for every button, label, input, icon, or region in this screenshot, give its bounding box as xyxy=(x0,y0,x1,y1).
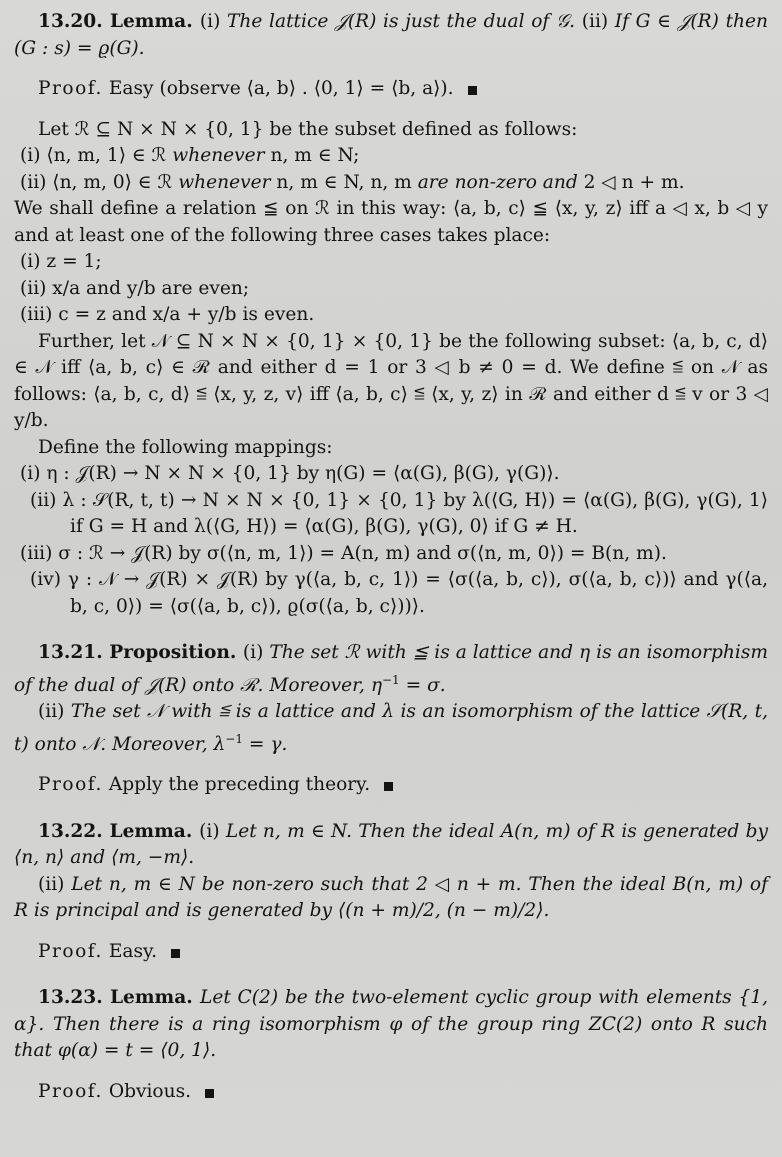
proposition-13-21-proof xyxy=(14,772,768,799)
lemma-13-23-proof xyxy=(14,1079,768,1106)
text-run: Obvious. xyxy=(102,1080,192,1102)
proposition-13-21-i xyxy=(14,640,768,699)
relation-case-ii xyxy=(14,276,768,303)
italic-text: whenever xyxy=(172,145,265,166)
qed-square-icon xyxy=(205,1089,214,1098)
text-run: Apply the preceding theory. xyxy=(102,774,371,796)
text-run: (iv) γ : 𝒩 → 𝒥(R) × 𝒥(R) by γ(⟨a, b, c, 1⟩) = ⟨σ(⟨a, b, c⟩), σ(⟨a, b, c⟩)⟩ and γ(⟨a, b, c, 0⟩) = ⟨σ(⟨a, b, c⟩), ϱ(σ(⟨a, b, c⟩))⟩. xyxy=(30,569,768,617)
text-run: (i) z = 1; xyxy=(20,251,102,272)
mapping-lambda xyxy=(14,488,768,541)
italic-text: Let C(2) be the two-element cyclic group with elements {1, α}. Then there is a ring isomorphism φ of the group ring ZC(2) onto R such that φ(α) = t = ⟨0, 1⟩. xyxy=(14,987,768,1062)
text-run: (i) xyxy=(199,820,226,842)
mapping-sigma xyxy=(14,541,768,568)
italic-text: The lattice 𝒥(R) is just the dual of 𝒢. xyxy=(227,11,576,32)
text-run: (iii) c = z and x/a + y/b is even. xyxy=(20,304,315,325)
italic-text: = σ. xyxy=(399,674,446,696)
proof-label: Proof. xyxy=(38,1080,103,1102)
text-run: (i) xyxy=(242,642,270,663)
lemma-13-22-ii xyxy=(14,872,768,925)
mapping-gamma xyxy=(14,567,768,620)
heading-label: 13.20. Lemma. xyxy=(38,11,200,32)
superscript: −1 xyxy=(225,731,243,746)
text-run: n, m ∈ N, n, m xyxy=(270,171,418,193)
text-run: n, m ∈ N; xyxy=(264,145,360,166)
relation-case-i xyxy=(14,249,768,276)
lemma-13-22-i xyxy=(14,819,768,872)
text-run: (iii) σ : ℛ → 𝒥(R) by σ(⟨n, m, 1⟩) = A(n, m) and σ(⟨n, m, 0⟩) = B(n, m). xyxy=(20,542,667,564)
proposition-13-21-ii xyxy=(14,699,768,758)
superscript: −1 xyxy=(381,672,400,687)
text-run: (i) ⟨n, m, 1⟩ ∈ ℛ xyxy=(20,145,173,166)
text-run: (ii) λ : 𝒮(R, t, t) → N × N × {0, 1} × {0, 1} by λ(⟨G, H⟩) = ⟨α(G), β(G), γ(G), 1⟩ if G = H and λ(⟨G, H⟩) = ⟨α(G), β(G), γ(G), 0⟩ if G ≠ H. xyxy=(30,489,768,537)
page-body xyxy=(14,9,768,1105)
heading-label: 13.22. Lemma. xyxy=(38,820,200,842)
qed-square-icon xyxy=(384,782,393,791)
proof-label: Proof. xyxy=(38,774,103,796)
lemma-13-20-statement xyxy=(14,9,768,62)
text-run: (ii) ⟨n, m, 0⟩ ∈ ℛ xyxy=(20,171,179,193)
text-run: Easy. xyxy=(102,940,157,962)
text-run: Define the following mappings: xyxy=(38,436,333,458)
qed-square-icon xyxy=(468,86,477,95)
text-run: Further, let 𝒩 ⊆ N × N × {0, 1} × {0, 1} be the following subset: ⟨a, b, c, d⟩ ∈ 𝒩 iff ⟨a, b, c⟩ ∈ ℛ and either d = 1 or 3 ◁ b ≠ 0 = d. We define ≦ on 𝒩 as follows: ⟨a, b, c, d⟩ ≦ ⟨x, y, z, v⟩ iff ⟨a, b, c⟩ ≦ ⟨x, y, z⟩ in ℛ and either d ≦ v or 3 ◁ y/b. xyxy=(14,330,768,431)
text-run: (ii) xyxy=(38,873,72,895)
italic-text: Let n, m ∈ N be non-zero such that 2 ◁ n + m. Then the ideal B(n, m) of R is principal and is generated by ⟨(n + m)/2, (n − m)/2⟩. xyxy=(14,873,769,922)
lemma-13-22-proof xyxy=(14,939,768,966)
text-run: Let ℛ ⊆ N × N × {0, 1} be the subset defined as follows: xyxy=(38,118,578,140)
heading-label: 13.21. Proposition. xyxy=(38,642,243,663)
italic-text: are non-zero and xyxy=(417,171,578,193)
italic-text: = γ. xyxy=(243,733,288,755)
qed-square-icon xyxy=(171,949,180,958)
define-mappings xyxy=(14,435,768,462)
relation-case-iii xyxy=(14,302,768,329)
text-run: (ii) xyxy=(575,11,615,32)
mapping-eta xyxy=(14,461,768,488)
lemma-13-23-statement xyxy=(14,985,768,1065)
def-relation-on-R xyxy=(14,196,768,249)
text-run: (ii) xyxy=(38,701,71,723)
proof-label: Proof. xyxy=(38,940,103,962)
heading-label: 13.23. Lemma. xyxy=(38,987,201,1009)
italic-text: If G ∈ 𝒥(R) then (G : s) = ϱ(G). xyxy=(14,11,768,59)
italic-text: Let n, m ∈ N. Then the ideal A(n, m) of R is generated by ⟨n, n⟩ and ⟨m, −m⟩. xyxy=(14,820,768,869)
def-R-case-ii xyxy=(14,170,768,197)
lemma-13-20-proof xyxy=(14,76,768,103)
italic-text: whenever xyxy=(178,171,271,193)
text-run: (i) η : 𝒥(R) → N × N × {0, 1} by η(G) = ⟨α(G), β(G), γ(G)⟩. xyxy=(20,463,560,484)
proof-label: Proof. xyxy=(38,78,103,99)
text-run: Easy (observe ⟨a, b⟩ . ⟨0, 1⟩ = ⟨b, a⟩). xyxy=(102,78,454,99)
text-run: We shall define a relation ≦ on ℛ in this way: ⟨a, b, c⟩ ≦ ⟨x, y, z⟩ iff a ◁ x, b ◁ y and at least one of the following three cases takes place: xyxy=(14,198,768,246)
def-N-subset xyxy=(14,329,768,435)
text-run: (i) xyxy=(199,11,228,32)
def-R-case-i xyxy=(14,143,768,170)
text-run: (ii) x/a and y/b are even; xyxy=(20,277,250,299)
def-R-subset xyxy=(14,117,768,144)
text-run: 2 ◁ n + m. xyxy=(577,171,685,193)
italic-text: The set ℛ with ≦ is a lattice and η is an isomorphism of the dual of 𝒥(R) onto ℛ. Moreover, η xyxy=(14,642,768,696)
italic-text: The set 𝒩 with ≦ is a lattice and λ is an isomorphism of the lattice 𝒮(R, t, t) onto 𝒩. Moreover, λ xyxy=(14,701,769,755)
